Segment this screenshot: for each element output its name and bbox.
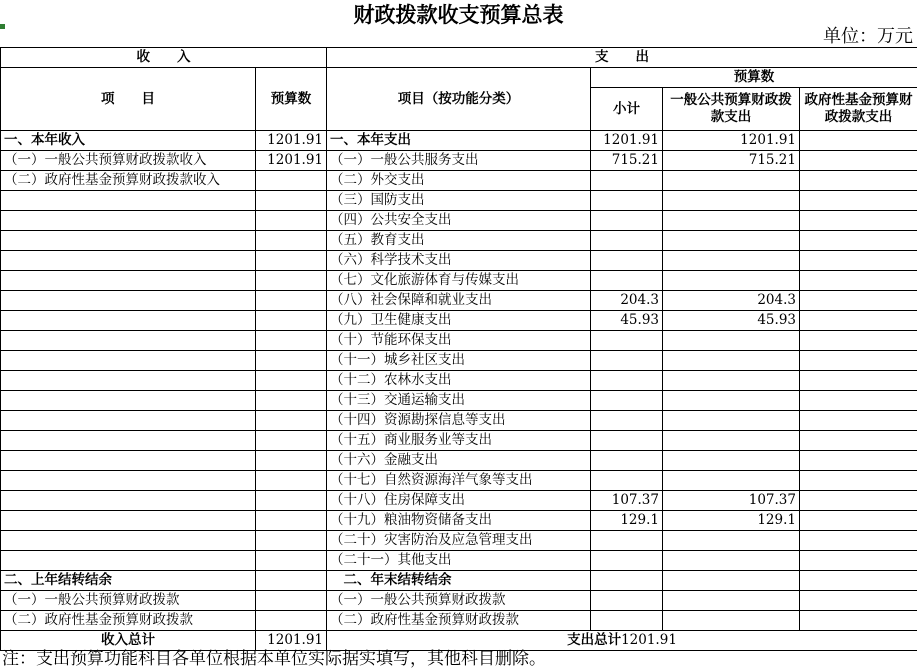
table-row bbox=[1, 191, 917, 211]
fund-amount bbox=[800, 331, 917, 351]
general-amount: 715.21 bbox=[663, 151, 800, 171]
fund-amount bbox=[800, 471, 917, 491]
general-amount bbox=[663, 471, 800, 491]
expense-item-header: 项目（按功能分类） bbox=[327, 68, 591, 131]
subtotal-amount bbox=[591, 551, 663, 571]
table-row bbox=[1, 611, 917, 631]
income-item bbox=[1, 451, 256, 471]
income-amount bbox=[256, 271, 327, 291]
income-item: （一）一般公共预算财政拨款收入 bbox=[1, 151, 256, 171]
fund-budget-header: 政府性基金预算财政拨款支出 bbox=[800, 88, 917, 131]
fund-amount bbox=[800, 151, 917, 171]
table-row bbox=[1, 311, 917, 331]
fund-amount bbox=[800, 591, 917, 611]
fund-amount bbox=[800, 351, 917, 371]
subtotal-amount bbox=[591, 411, 663, 431]
income-amount bbox=[256, 491, 327, 511]
general-amount bbox=[663, 591, 800, 611]
expense-item: （十七）自然资源海洋气象等支出 bbox=[327, 471, 591, 491]
fund-amount bbox=[800, 451, 917, 471]
table-row bbox=[1, 431, 917, 451]
subtotal-amount bbox=[591, 351, 663, 371]
fund-amount bbox=[800, 251, 917, 271]
income-item bbox=[1, 551, 256, 571]
table-row bbox=[1, 371, 917, 391]
expense-item: （十四）资源勘探信息等支出 bbox=[327, 411, 591, 431]
income-amount bbox=[256, 251, 327, 271]
subtotal-amount bbox=[591, 571, 663, 591]
subtotal-amount bbox=[591, 431, 663, 451]
income-amount bbox=[256, 571, 327, 591]
expense-item: （五）教育支出 bbox=[327, 231, 591, 251]
income-amount bbox=[256, 551, 327, 571]
table-row bbox=[1, 571, 917, 591]
table-row bbox=[1, 231, 917, 251]
expense-item: （一）一般公共预算财政拨款 bbox=[327, 591, 591, 611]
expense-item: （十九）粮油物资储备支出 bbox=[327, 511, 591, 531]
general-amount bbox=[663, 251, 800, 271]
page-title: 财政拨款收支预算总表 bbox=[353, 2, 564, 27]
general-amount bbox=[663, 531, 800, 551]
fund-amount bbox=[800, 291, 917, 311]
income-total-amount: 1201.91 bbox=[256, 631, 327, 651]
expense-item: （二）政府性基金预算财政拨款 bbox=[327, 611, 591, 631]
income-amount: 1201.91 bbox=[256, 151, 327, 171]
table-row bbox=[1, 451, 917, 471]
income-amount bbox=[256, 311, 327, 331]
expense-item: （九）卫生健康支出 bbox=[327, 311, 591, 331]
general-amount: 204.3 bbox=[663, 291, 800, 311]
table-row bbox=[1, 271, 917, 291]
expense-item: （十五）商业服务业等支出 bbox=[327, 431, 591, 451]
table-row bbox=[1, 471, 917, 491]
fund-amount bbox=[800, 571, 917, 591]
table-row bbox=[1, 531, 917, 551]
income-item bbox=[1, 211, 256, 231]
income-amount bbox=[256, 511, 327, 531]
subtotal-header: 小计 bbox=[591, 88, 663, 131]
income-item bbox=[1, 391, 256, 411]
expense-header: 支 出 bbox=[327, 48, 917, 68]
table-row bbox=[1, 291, 917, 311]
fund-amount bbox=[800, 271, 917, 291]
subtotal-amount bbox=[591, 471, 663, 491]
fund-amount bbox=[800, 551, 917, 571]
general-amount bbox=[663, 391, 800, 411]
table-row bbox=[1, 511, 917, 531]
income-amount bbox=[256, 211, 327, 231]
fund-amount bbox=[800, 171, 917, 191]
income-item bbox=[1, 471, 256, 491]
income-amount: 1201.91 bbox=[256, 131, 327, 151]
expense-item: （六）科学技术支出 bbox=[327, 251, 591, 271]
subtotal-amount bbox=[591, 611, 663, 631]
fund-amount bbox=[800, 191, 917, 211]
subtotal-amount bbox=[591, 391, 663, 411]
income-item bbox=[1, 491, 256, 511]
income-item bbox=[1, 291, 256, 311]
income-amount bbox=[256, 191, 327, 211]
income-item bbox=[1, 311, 256, 331]
subtotal-amount: 1201.91 bbox=[591, 131, 663, 151]
expense-item: （十一）城乡社区支出 bbox=[327, 351, 591, 371]
subtotal-amount bbox=[591, 591, 663, 611]
general-amount bbox=[663, 231, 800, 251]
table-row bbox=[1, 131, 917, 151]
income-item bbox=[1, 531, 256, 551]
general-amount bbox=[663, 551, 800, 571]
income-amount bbox=[256, 291, 327, 311]
income-item bbox=[1, 431, 256, 451]
income-amount bbox=[256, 351, 327, 371]
subtotal-amount bbox=[591, 451, 663, 471]
fund-amount bbox=[800, 311, 917, 331]
unit-label: 单位：万元 bbox=[823, 26, 913, 47]
fund-amount bbox=[800, 531, 917, 551]
general-amount bbox=[663, 271, 800, 291]
table-row bbox=[1, 151, 917, 171]
income-item: （二）政府性基金预算财政拨款收入 bbox=[1, 171, 256, 191]
general-amount: 107.37 bbox=[663, 491, 800, 511]
fund-amount bbox=[800, 611, 917, 631]
subtotal-amount: 45.93 bbox=[591, 311, 663, 331]
income-header: 收 入 bbox=[1, 48, 327, 68]
fund-amount bbox=[800, 511, 917, 531]
income-amount bbox=[256, 371, 327, 391]
subtotal-amount: 715.21 bbox=[591, 151, 663, 171]
general-budget-header: 一般公共预算财政拨款支出 bbox=[663, 88, 800, 131]
budget-num-header: 预算数 bbox=[591, 68, 917, 88]
income-amount bbox=[256, 391, 327, 411]
table-row bbox=[1, 491, 917, 511]
fund-amount bbox=[800, 131, 917, 151]
expense-item: （二十）灾害防治及应急管理支出 bbox=[327, 531, 591, 551]
income-item bbox=[1, 351, 256, 371]
fund-amount bbox=[800, 371, 917, 391]
footnote: 注：支出预算功能科目各单位根据本单位实际据实填写，其他科目删除。 bbox=[2, 649, 546, 669]
income-item: （二）政府性基金预算财政拨款 bbox=[1, 611, 256, 631]
subtotal-amount bbox=[591, 211, 663, 231]
expense-item: （十八）住房保障支出 bbox=[327, 491, 591, 511]
income-item bbox=[1, 511, 256, 531]
income-item: 一、本年收入 bbox=[1, 131, 256, 151]
table-row bbox=[1, 551, 917, 571]
general-amount bbox=[663, 431, 800, 451]
expense-item: （二）外交支出 bbox=[327, 171, 591, 191]
expense-item: （三）国防支出 bbox=[327, 191, 591, 211]
subtotal-amount bbox=[591, 371, 663, 391]
table-row bbox=[1, 171, 917, 191]
income-item bbox=[1, 251, 256, 271]
income-amount bbox=[256, 611, 327, 631]
general-amount bbox=[663, 611, 800, 631]
income-amount bbox=[256, 591, 327, 611]
general-amount bbox=[663, 451, 800, 471]
general-amount bbox=[663, 371, 800, 391]
subtotal-amount bbox=[591, 231, 663, 251]
general-amount bbox=[663, 211, 800, 231]
expense-item: （十二）农林水支出 bbox=[327, 371, 591, 391]
expense-item: （十）节能环保支出 bbox=[327, 331, 591, 351]
subtotal-amount bbox=[591, 251, 663, 271]
income-budget-header: 预算数 bbox=[256, 68, 327, 131]
table-row bbox=[1, 251, 917, 271]
subtotal-amount: 204.3 bbox=[591, 291, 663, 311]
table-row bbox=[1, 411, 917, 431]
expense-item: （二十一）其他支出 bbox=[327, 551, 591, 571]
expense-item: （七）文化旅游体育与传媒支出 bbox=[327, 271, 591, 291]
subtotal-amount: 107.37 bbox=[591, 491, 663, 511]
table-row bbox=[1, 591, 917, 611]
general-amount bbox=[663, 191, 800, 211]
subtotal-amount bbox=[591, 191, 663, 211]
expense-item: 一、本年支出 bbox=[327, 131, 591, 151]
income-amount bbox=[256, 231, 327, 251]
general-amount bbox=[663, 351, 800, 371]
expense-item: （四）公共安全支出 bbox=[327, 211, 591, 231]
subtotal-amount: 129.1 bbox=[591, 511, 663, 531]
income-item-header: 项 目 bbox=[1, 68, 256, 131]
expense-total-amount: 1201.91 bbox=[621, 632, 677, 648]
fund-amount bbox=[800, 411, 917, 431]
expense-total-label: 支出总计 bbox=[567, 632, 622, 648]
expense-item: （十三）交通运输支出 bbox=[327, 391, 591, 411]
income-item bbox=[1, 371, 256, 391]
general-amount: 1201.91 bbox=[663, 131, 800, 151]
table-body bbox=[1, 131, 917, 631]
subtotal-amount bbox=[591, 531, 663, 551]
income-amount bbox=[256, 431, 327, 451]
income-item: 二、上年结转结余 bbox=[1, 571, 256, 591]
income-total-label: 收入总计 bbox=[1, 631, 256, 651]
budget-table bbox=[0, 47, 917, 651]
income-amount bbox=[256, 171, 327, 191]
fund-amount bbox=[800, 491, 917, 511]
general-amount bbox=[663, 331, 800, 351]
expense-item: （十六）金融支出 bbox=[327, 451, 591, 471]
table-row bbox=[1, 351, 917, 371]
income-item bbox=[1, 271, 256, 291]
income-amount bbox=[256, 471, 327, 491]
fund-amount bbox=[800, 211, 917, 231]
fund-amount bbox=[800, 391, 917, 411]
table-row bbox=[1, 211, 917, 231]
income-item: （一）一般公共预算财政拨款 bbox=[1, 591, 256, 611]
expense-item: （一）一般公共服务支出 bbox=[327, 151, 591, 171]
income-item bbox=[1, 231, 256, 251]
general-amount: 45.93 bbox=[663, 311, 800, 331]
income-amount bbox=[256, 411, 327, 431]
subtotal-amount bbox=[591, 271, 663, 291]
subtotal-amount bbox=[591, 331, 663, 351]
table-row bbox=[1, 391, 917, 411]
general-amount bbox=[663, 411, 800, 431]
income-amount bbox=[256, 531, 327, 551]
table-row bbox=[1, 331, 917, 351]
income-amount bbox=[256, 451, 327, 471]
fund-amount bbox=[800, 431, 917, 451]
subtotal-amount bbox=[591, 171, 663, 191]
general-amount bbox=[663, 571, 800, 591]
income-item bbox=[1, 331, 256, 351]
expense-item: （八）社会保障和就业支出 bbox=[327, 291, 591, 311]
general-amount bbox=[663, 171, 800, 191]
income-amount bbox=[256, 331, 327, 351]
expense-item: 二、年末结转结余 bbox=[327, 571, 591, 591]
income-item bbox=[1, 191, 256, 211]
general-amount: 129.1 bbox=[663, 511, 800, 531]
cell-marker bbox=[0, 24, 5, 29]
income-item bbox=[1, 411, 256, 431]
fund-amount bbox=[800, 231, 917, 251]
